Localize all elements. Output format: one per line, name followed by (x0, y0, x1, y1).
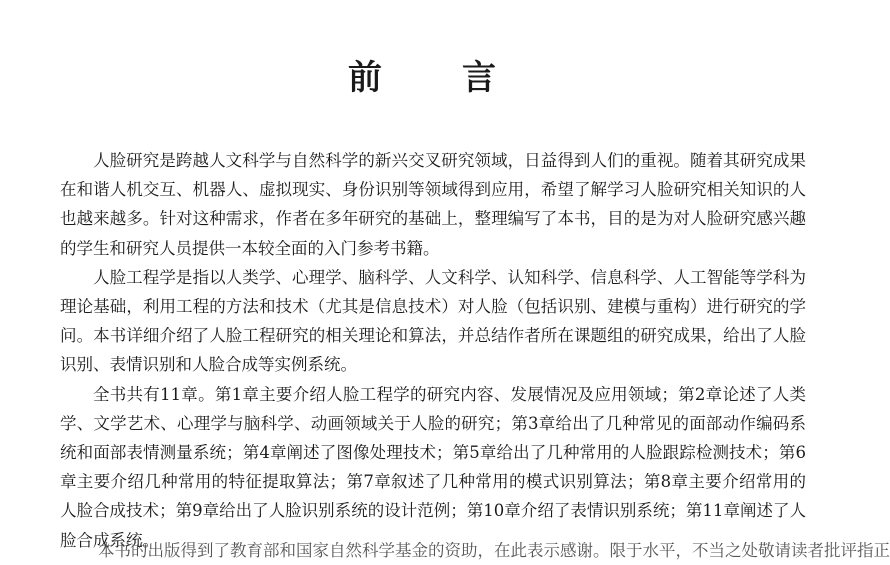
page-title-char-1: 前 (348, 58, 384, 98)
preface-body (60, 146, 890, 560)
page-title-char-2: 言 (462, 58, 498, 98)
paragraph-1: 人脸研究是跨越人文科学与自然科学的新兴交叉研究领域，日益得到人们的重视。随着其研究成果在和谐人机交互、机器人、虚拟现实、身份识别等领域得到应用，希望了解学习人脸研究相关知识的人也越来越多。针对这种需求，作者在多年研究的基础上，整理编写了本书，目的是为对人脸研究感兴趣的学生和研究人员提供一本较全面的入门参考书籍。 (60, 151, 806, 258)
cut-off-text-line: 本书的出版得到了教育部和国家自然科学基金的资助，在此表示感谢。限于水平，不当之处敬请读者批评指正 (98, 541, 890, 560)
paragraph-2: 人脸工程学是指以人类学、心理学、脑科学、人文科学、认知科学、信息科学、人工智能等学科为理论基础，利用工程的方法和技术（尤其是信息技术）对人脸（包括识别、建模与重构）进行研究的学问。本书详细介绍了人脸工程研究的相关理论和算法，并总结作者所在课题组的研究成果，给出了人脸识别、表情识别和人脸合成等实例系统。 (60, 267, 806, 375)
page-title (0, 56, 846, 100)
paragraph-3: 全书共有11章。第1章主要介绍人脸工程学的研究内容、发展情况及应用领域；第2章论述了人类学、文学艺术、心理学与脑科学、动画领域关于人脸的研究；第3章给出了几种常见的面部动作编码系统和面部表情测量系统；第4章阐述了图像处理技术；第5章给出了几种常用的人脸跟踪检测技术；第6章主要介绍几种常用的特征提取算法；第7章叙述了几种常用的模式识别算法；第8章主要介绍常用的人脸合成技术；第9章给出了人脸识别系统的设计范例；第10章介绍了表情识别系统；第11章阐述了人脸合成系统。 (60, 384, 806, 550)
